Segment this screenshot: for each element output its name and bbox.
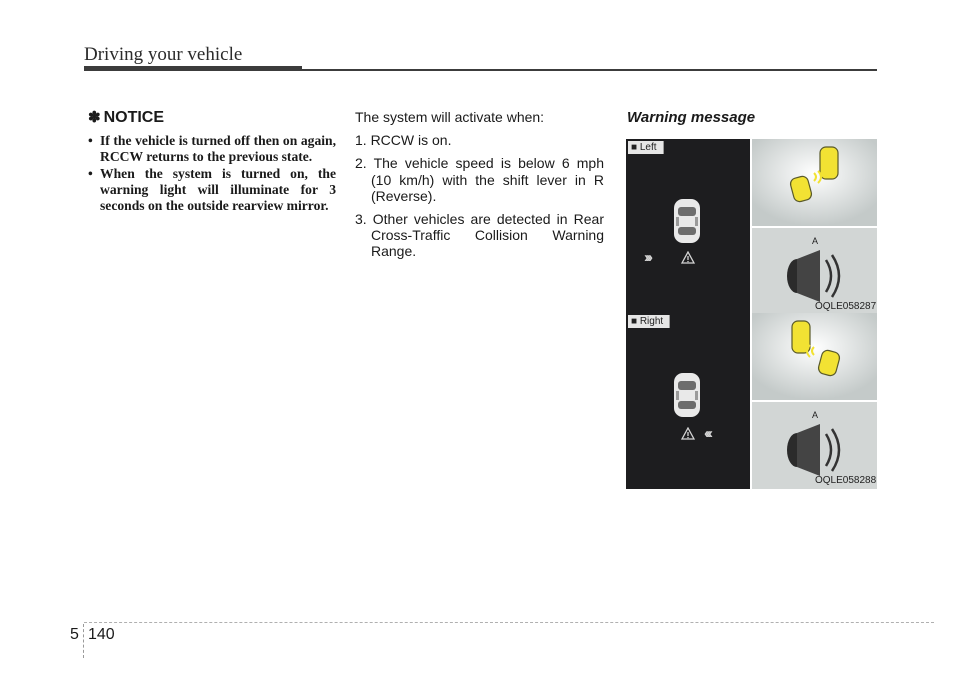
instrument-cluster-display — [626, 139, 750, 313]
side-mirror-view — [752, 402, 877, 489]
section-title: Driving your vehicle — [84, 44, 243, 65]
notice-list — [88, 133, 336, 214]
notice-item: • When the system is turned on, the warning light will illuminate for 3 seconds on the outside rearview mirror. — [88, 165, 336, 214]
left-direction-chevrons-icon: ››› — [644, 249, 650, 266]
bullet-icon: • — [88, 133, 93, 148]
notice-mark-icon: ✽ — [88, 109, 101, 126]
bullet-icon: • — [88, 165, 93, 181]
vehicle-top-icon — [671, 371, 703, 419]
speaker-label: A — [812, 410, 819, 420]
warning-title: Warning message — [627, 109, 756, 126]
activation-section — [355, 109, 604, 267]
panel-label-right: ■ Right — [628, 315, 670, 328]
activation-step: 1. RCCW is on. — [355, 132, 452, 149]
image-code: OQLE058287 — [815, 301, 877, 312]
footer-rule — [84, 622, 934, 623]
rear-traffic-view — [752, 313, 877, 400]
speaker-label: A — [812, 236, 819, 246]
side-mirror-view — [752, 228, 877, 315]
warning-triangle-icon — [681, 251, 695, 264]
activation-step: 3. Other vehicles are detected in Rear Cross-Traffic Collision Warning Range. — [355, 211, 604, 260]
notice-heading — [88, 108, 336, 127]
warning-panel-left — [626, 139, 877, 313]
header-bar — [84, 66, 302, 71]
panel-label-left: ■ Left — [628, 141, 664, 154]
footer-divider — [83, 624, 84, 658]
activation-steps — [355, 132, 604, 259]
notice-box — [88, 108, 336, 214]
activation-intro: The system will activate when: — [355, 109, 545, 125]
chapter-number: 5 — [70, 626, 79, 643]
instrument-cluster-display — [626, 313, 750, 489]
header-rule — [302, 69, 877, 71]
vehicle-top-icon — [671, 197, 703, 245]
warning-triangle-icon — [681, 427, 695, 440]
rear-traffic-view — [752, 139, 877, 226]
notice-item: • If the vehicle is turned off then on again, RCCW returns to the previous state. — [88, 133, 336, 165]
activation-step: 2. The vehicle speed is below 6 mph (10 km/h) with the shift lever in R (Reverse). — [355, 155, 604, 204]
warning-panel-right — [626, 313, 877, 489]
cross-traffic-illustration — [752, 139, 877, 226]
page-number: 140 — [88, 626, 115, 643]
right-direction-chevrons-icon: ‹‹‹ — [704, 425, 710, 442]
cross-traffic-illustration — [752, 313, 877, 400]
image-code: OQLE058288 — [815, 475, 877, 486]
notice-title: NOTICE — [103, 109, 165, 126]
